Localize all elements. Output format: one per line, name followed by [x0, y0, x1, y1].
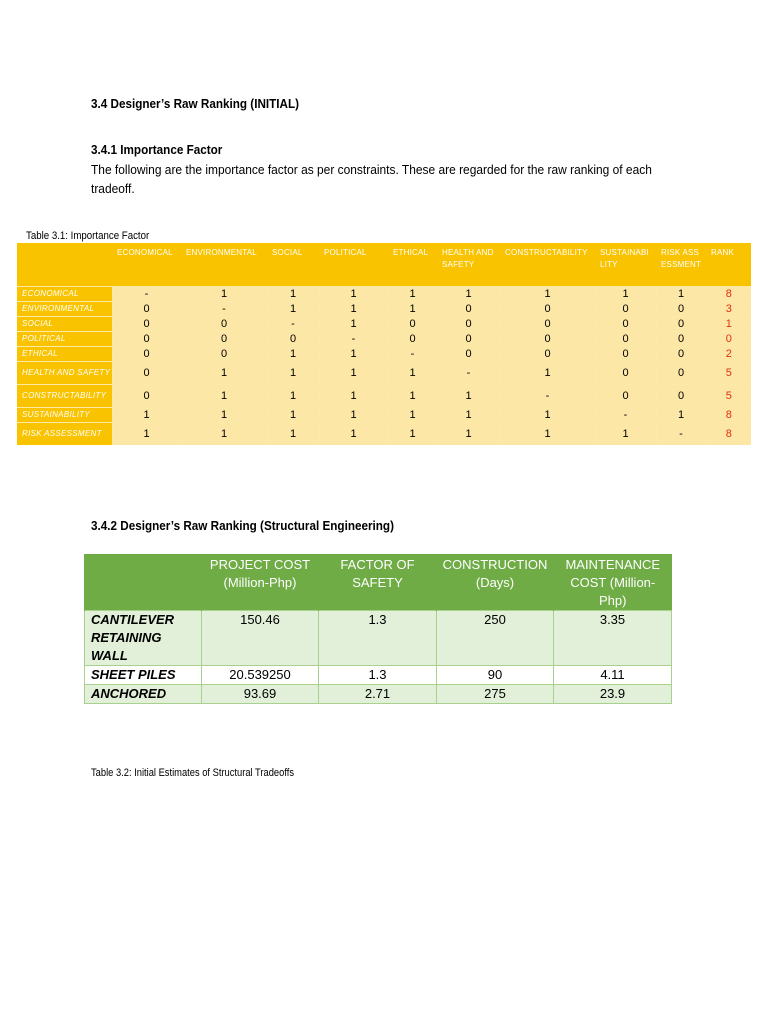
table2-row [85, 685, 672, 704]
table1-cell: 1 [388, 362, 437, 385]
table1-cell: 1 [181, 408, 267, 423]
table1-cell: 0 [388, 317, 437, 332]
table2-row-name: CANTILEVER RETAINING WALL [85, 611, 202, 666]
table1-header-cell [17, 243, 112, 287]
table1-caption: Table 3.1: Importance Factor [26, 230, 150, 242]
table1-cell: 1 [388, 302, 437, 317]
table1-cell: 1 [267, 408, 319, 423]
table1-cell: - [500, 385, 595, 408]
table1-rank-cell: 2 [706, 347, 751, 362]
table2-cell: 150.46 [202, 611, 319, 666]
subsection-heading-structural: 3.4.2 Designer’s Raw Ranking (Structural Engineering) [91, 518, 394, 533]
table1-cell: 1 [319, 302, 388, 317]
table1-cell: 1 [500, 423, 595, 446]
table1-cell: 1 [267, 385, 319, 408]
table1-rank-cell: 8 [706, 287, 751, 302]
table1-cell: 1 [656, 408, 706, 423]
table1-cell: 0 [181, 347, 267, 362]
table1-cell: 1 [181, 423, 267, 446]
table1-cell: 0 [595, 332, 656, 347]
table1-header-cell: HEALTH AND SAFETY [442, 248, 494, 269]
table2-caption: Table 3.2: Initial Estimates of Structural Tradeoffs [91, 767, 295, 779]
table1-cell: 0 [112, 347, 181, 362]
table1-cell: 0 [656, 362, 706, 385]
table2-row-name: SHEET PILES [85, 666, 202, 685]
table1-cell: 0 [181, 332, 267, 347]
table1-header-row [17, 243, 751, 287]
table2-header-cell: MAINTENANCE COST (Million- Php) [554, 554, 672, 611]
table1-cell: 0 [656, 347, 706, 362]
table1-cell: 1 [437, 385, 500, 408]
table1-row-label: CONSTRUCTABILITY [17, 385, 112, 408]
table1-cell: 1 [267, 302, 319, 317]
table1-cell: 1 [319, 347, 388, 362]
table1-cell: 1 [319, 362, 388, 385]
table1-cell: 1 [319, 317, 388, 332]
table1-header-cell: RANK [711, 248, 735, 257]
table1-row [17, 287, 751, 302]
table2-cell: 4.11 [554, 666, 672, 685]
table1-cell: 1 [319, 408, 388, 423]
table1-rank-cell: 3 [706, 302, 751, 317]
table1-row [17, 362, 751, 385]
table2-cell: 20.539250 [202, 666, 319, 685]
table1-row-label: SOCIAL [17, 317, 112, 332]
table1-cell: 1 [595, 287, 656, 302]
table1-cell: 0 [595, 362, 656, 385]
table1-cell: 1 [319, 385, 388, 408]
table1-header-cell: ENVIRONMENTAL [186, 248, 257, 257]
table1-row [17, 347, 751, 362]
table1-cell: 0 [112, 317, 181, 332]
table1-header-cell: ETHICAL [393, 248, 429, 257]
table1-cell: 1 [267, 287, 319, 302]
section-heading: 3.4 Designer’s Raw Ranking (INITIAL) [91, 96, 300, 111]
table1-cell: 0 [500, 302, 595, 317]
table1-row [17, 332, 751, 347]
table1-cell: 0 [112, 332, 181, 347]
table1-cell: 1 [181, 362, 267, 385]
table1-cell: - [437, 362, 500, 385]
table1-cell: 0 [656, 317, 706, 332]
table1-cell: 0 [595, 317, 656, 332]
table1-cell: 0 [595, 347, 656, 362]
table1-row-label: ECONOMICAL [17, 287, 112, 302]
table1-cell: 0 [656, 385, 706, 408]
table2-header-row [85, 554, 672, 611]
table1-row [17, 423, 751, 446]
table2-header-cell: FACTOR OF SAFETY [319, 554, 437, 611]
table2-header-cell [85, 554, 202, 611]
table2-cell: 90 [437, 666, 554, 685]
table1-cell: 1 [181, 385, 267, 408]
table1-row [17, 408, 751, 423]
table1-row-label: ETHICAL [17, 347, 112, 362]
table2-cell: 93.69 [202, 685, 319, 704]
importance-factor-table [17, 243, 751, 445]
table1-cell: 1 [181, 287, 267, 302]
table1-cell: 0 [656, 302, 706, 317]
table1-row-label: SUSTAINABILITY [17, 408, 112, 423]
structural-tradeoffs-table [84, 554, 672, 704]
table1-cell: 1 [267, 347, 319, 362]
table2-cell: 2.71 [319, 685, 437, 704]
table2-row-name: ANCHORED [85, 685, 202, 704]
table1-cell: 1 [388, 408, 437, 423]
table1-cell: 0 [388, 332, 437, 347]
table1-cell: - [181, 302, 267, 317]
table1-cell: 1 [388, 287, 437, 302]
table1-cell: 1 [267, 362, 319, 385]
table1-header-cell: SOCIAL [272, 248, 303, 257]
table1-header-cell: SUSTAINABILITY [600, 248, 649, 269]
table1-header-cell: RISK ASSESSMENT [661, 248, 702, 269]
table1-cell: - [388, 347, 437, 362]
table1-rank-cell: 5 [706, 385, 751, 408]
table1-rank-cell: 0 [706, 332, 751, 347]
table1-cell: 0 [267, 332, 319, 347]
table1-cell: 1 [437, 287, 500, 302]
table1-cell: 0 [112, 302, 181, 317]
table1-rank-cell: 5 [706, 362, 751, 385]
table1-cell: 1 [319, 287, 388, 302]
table1-cell: 0 [595, 302, 656, 317]
table1-cell: - [112, 287, 181, 302]
table1-cell: 0 [595, 385, 656, 408]
table1-cell: 0 [500, 332, 595, 347]
table1-cell: - [595, 408, 656, 423]
table1-rank-cell: 8 [706, 408, 751, 423]
table2-header-cell: PROJECT COST (Million-Php) [202, 554, 319, 611]
table1-cell: 1 [595, 423, 656, 446]
table1-cell: 1 [500, 408, 595, 423]
table1-row [17, 302, 751, 317]
table1-cell: 1 [500, 362, 595, 385]
table1-cell: 0 [437, 317, 500, 332]
table2-cell: 1.3 [319, 666, 437, 685]
table1-cell: 0 [500, 347, 595, 362]
table1-cell: 1 [112, 408, 181, 423]
table1-cell: 1 [656, 287, 706, 302]
table2-cell: 3.35 [554, 611, 672, 666]
table1-cell: 0 [437, 332, 500, 347]
table1-row [17, 317, 751, 332]
table1-cell: 1 [437, 423, 500, 446]
table1-header-cell: ECONOMICAL [117, 248, 173, 257]
table2-cell: 275 [437, 685, 554, 704]
table1-cell: 0 [656, 332, 706, 347]
table1-cell: 1 [500, 287, 595, 302]
table1-cell: 1 [267, 423, 319, 446]
table1-rank-cell: 8 [706, 423, 751, 446]
table2-row [85, 666, 672, 685]
table1-cell: - [319, 332, 388, 347]
table1-row-label: RISK ASSESSMENT [17, 423, 112, 446]
table1-cell: 1 [388, 423, 437, 446]
table1-row-label: HEALTH AND SAFETY [17, 362, 112, 385]
table1-header-cell: CONSTRUCTABILITY [505, 248, 588, 257]
table1-row-label: ENVIRONMENTAL [17, 302, 112, 317]
table1-cell: - [267, 317, 319, 332]
table1-cell: 1 [319, 423, 388, 446]
table2-row [85, 611, 672, 666]
table1-cell: 0 [112, 385, 181, 408]
table1-cell: - [656, 423, 706, 446]
table2-cell: 23.9 [554, 685, 672, 704]
table1-cell: 0 [500, 317, 595, 332]
table1-cell: 0 [181, 317, 267, 332]
table1-cell: 1 [388, 385, 437, 408]
table1-header-cell: POLITICAL [324, 248, 367, 257]
table1-cell: 0 [437, 347, 500, 362]
table1-cell: 1 [112, 423, 181, 446]
subsection-heading-importance: 3.4.1 Importance Factor [91, 142, 223, 157]
table2-cell: 1.3 [319, 611, 437, 666]
table2-cell: 250 [437, 611, 554, 666]
table1-rank-cell: 1 [706, 317, 751, 332]
table1-row-label: POLITICAL [17, 332, 112, 347]
table2-header-cell: CONSTRUCTION (Days) [437, 554, 554, 611]
table1-cell: 1 [437, 408, 500, 423]
table1-cell: 0 [437, 302, 500, 317]
table1-row [17, 385, 751, 408]
table1-cell: 0 [112, 362, 181, 385]
intro-paragraph: The following are the importance factor as per constraints. These are regarded for the raw ranking of each tradeoff. [91, 162, 652, 196]
